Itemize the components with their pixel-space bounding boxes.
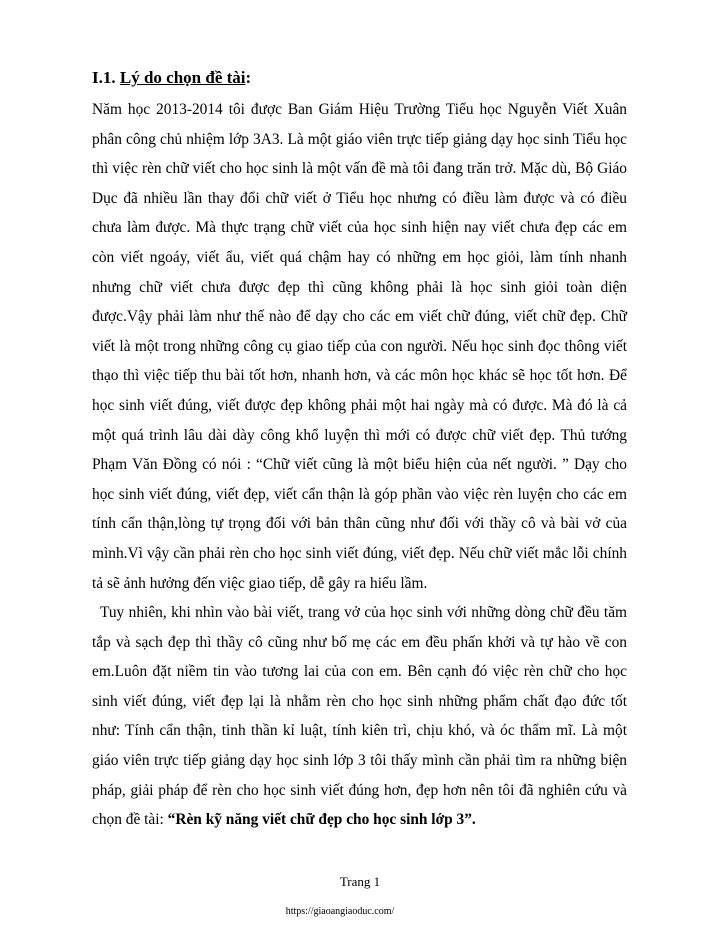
section-title: Lý do chọn đề tài [119, 68, 246, 87]
paragraph-1: Năm học 2013-2014 tôi được Ban Giám Hiệu Trường Tiểu học Nguyễn Viết Xuân phân công chủ nhiệm lớp 3A3. Là một giáo viên trực tiếp giảng dạy học sinh Tiểu học thì việc rèn chữ viết cho học sinh là một vấn đề mà tôi đang trăn trở. Mặc dù, Bộ Giáo Dục đã nhiều lần thay đổi chữ viết ở Tiểu học nhưng có điều làm được và có điều chưa làm được. Mà thực trạng chữ viết của học sinh hiện nay viết chưa đẹp các em còn viết ngoáy, viết ẩu, viết quá chậm hay có những em học giỏi, làm tính nhanh nhưng chữ viết chưa được đẹp thì cũng không phải là học sinh giỏi toàn diện được.Vậy phải làm như thế nào để dạy cho các em viết chữ đúng, viết chữ đẹp. Chữ viết là một trong những công cụ giao tiếp của con người. Nếu học sinh đọc thông viết thạo thì việc tiếp thu bài tốt hơn, nhanh hơn, và các môn học khác sẽ học tốt hơn. Để học sinh viết đúng, viết được đẹp không phải một hai ngày mà có được. Mà đó là cả một quá trình lâu dài dày công khổ luyện thì mới có được chữ viết đẹp. Thủ tướng Phạm Văn Đồng có nói : “Chữ viết cũng là một biểu hiện của nết người. ” Dạy cho học sinh viết đúng, viết đẹp, viết cẩn thận là góp phần vào việc rèn luyện cho các em tính cẩn thận,lòng tự trọng đối với bản thân cũng như đối với thầy cô và bài vở của mình.Vì vậy cần phải rèn cho học sinh viết đúng, viết đẹp. Nếu chữ viết mắc lỗi chính tả sẽ ảnh hưởng đến việc giao tiếp, dễ gây ra hiểu lầm. [92, 101, 627, 592]
paragraph-2 [92, 598, 627, 835]
body-text [92, 95, 627, 835]
topic-title: “Rèn kỹ năng viết chữ đẹp cho học sinh lớp 3”. [167, 811, 476, 829]
page-number: Trang 1 [339, 874, 381, 889]
section-heading [92, 66, 251, 90]
section-number: I.1. [92, 68, 116, 87]
footer-url[interactable]: https://giaoangiaoduc.com/ [285, 906, 395, 917]
section-colon: : [245, 68, 252, 87]
paragraph-2-text: Tuy nhiên, khi nhìn vào bài viết, trang vở của học sinh với những dòng chữ đều tăm tắp và sạch đẹp thì thầy cô cũng như bố mẹ các em đều phấn khởi và tự hào về con em.Luôn đặt niềm tin vào tương lai của con em. Bên cạnh đó việc rèn chữ cho học sinh viết đúng, viết đẹp lại là nhằm rèn cho học sinh những phẩm chất đạo đức tốt như: Tính cẩn thận, tinh thần kỉ luật, tính kiên trì, chịu khó, và óc thẩm mĩ. Là một giáo viên trực tiếp giảng dạy học sinh lớp 3 tôi thấy mình cần phải tìm ra những biện pháp, giải pháp để rèn cho học sinh viết đúng hơn, đẹp hơn nên tôi đã nghiên cứu và chọn đề tài: [92, 604, 627, 829]
